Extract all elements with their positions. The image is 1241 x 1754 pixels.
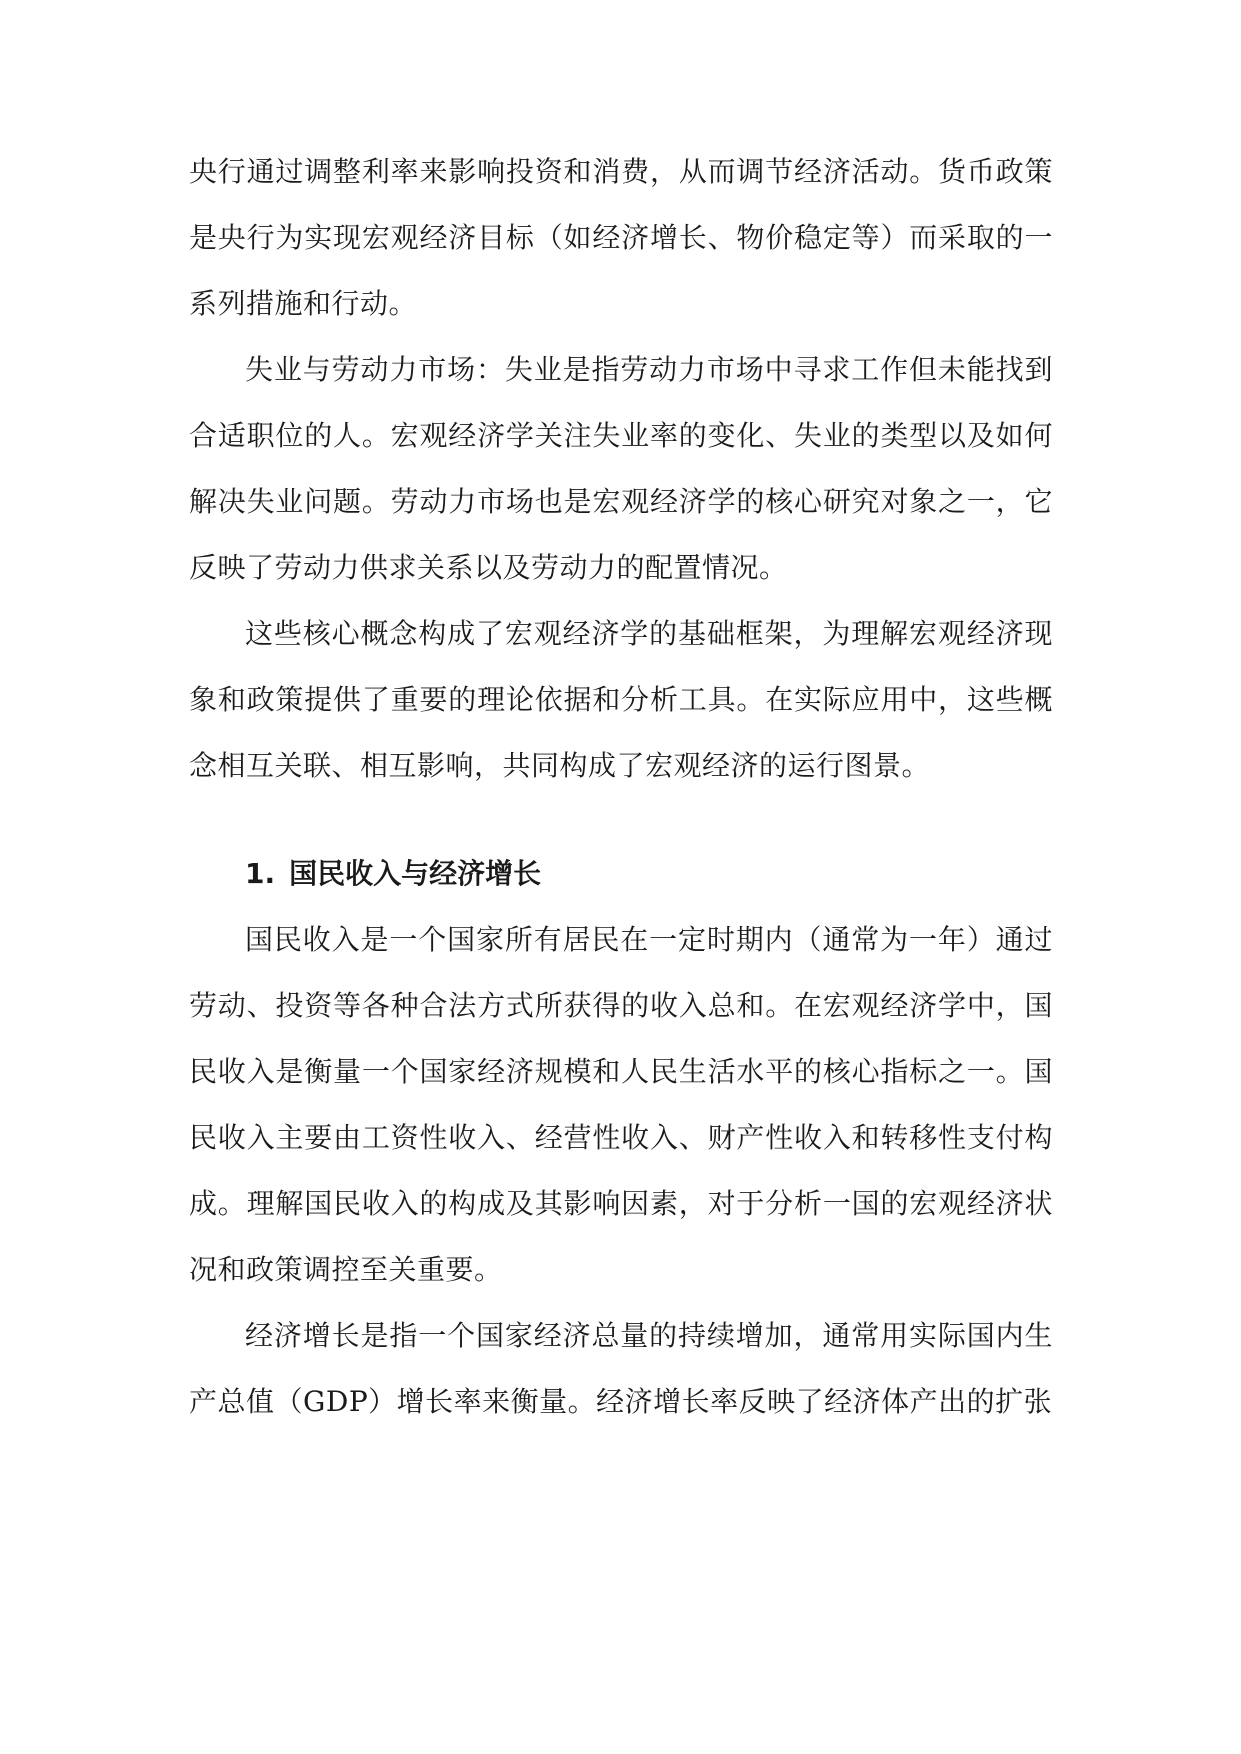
section-number: 1. [245,857,276,890]
paragraph-unemployment: 失业与劳动力市场：失业是指劳动力市场中寻求工作但未能找到合适职位的人。宏观经济学关注失业率的变化、失业的类型以及如何解决失业问题。劳动力市场也是宏观经济学的核心研究对象之一，它反映了劳动力供求关系以及劳动力的配置情况。 [189,353,1053,584]
paragraph-economic-growth: 经济增长是指一个国家经济总量的持续增加，通常用实际国内生产总值（GDP）增长率来衡量。经济增长率反映了经济体产出的扩张 [189,1319,1053,1418]
document-body [189,139,1053,1435]
section-heading [189,841,1053,907]
section-title: 国民收入与经济增长 [289,857,542,890]
paragraph-core-concepts: 这些核心概念构成了宏观经济学的基础框架，为理解宏观经济现象和政策提供了重要的理论依据和分析工具。在实际应用中，这些概念相互关联、相互影响，共同构成了宏观经济的运行图景。 [189,617,1053,782]
paragraph-monetary-policy: 央行通过调整利率来影响投资和消费，从而调节经济活动。货币政策是央行为实现宏观经济目标（如经济增长、物价稳定等）而采取的一系列措施和行动。 [189,155,1053,320]
paragraph-national-income: 国民收入是一个国家所有居民在一定时期内（通常为一年）通过劳动、投资等各种合法方式所获得的收入总和。在宏观经济学中，国民收入是衡量一个国家经济规模和人民生活水平的核心指标之一。国民收入主要由工资性收入、经营性收入、财产性收入和转移性支付构成。理解国民收入的构成及其影响因素，对于分析一国的宏观经济状况和政策调控至关重要。 [189,923,1053,1286]
